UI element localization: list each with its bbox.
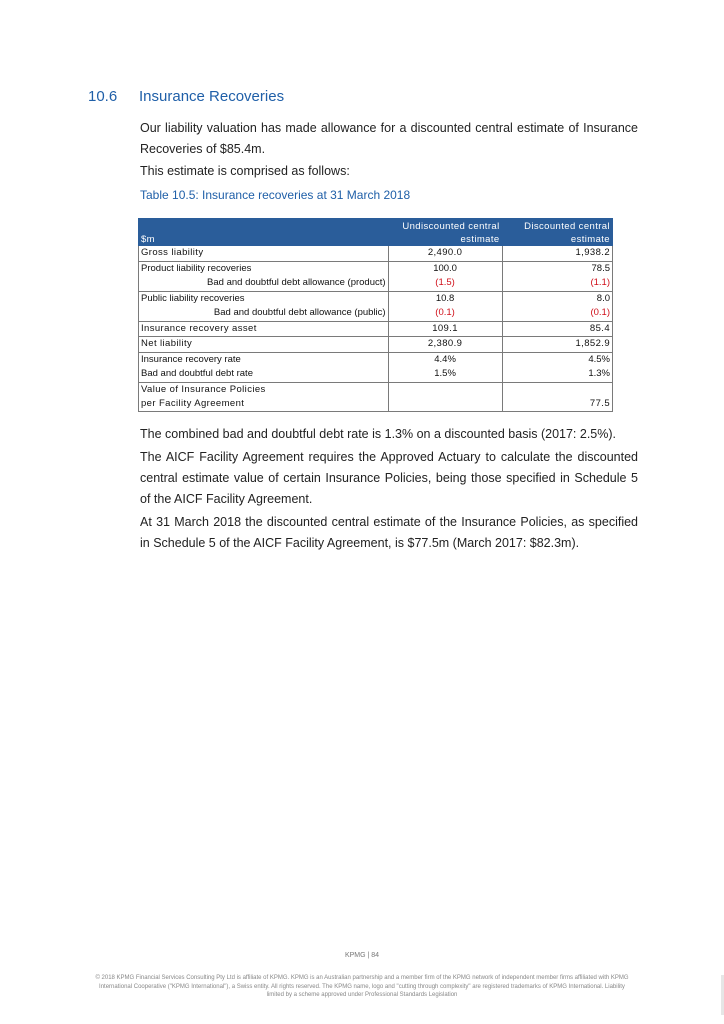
- table-header-row: [139, 218, 613, 246]
- table-row-recovery-asset: [139, 321, 613, 337]
- header-undiscounted: [388, 218, 502, 246]
- header-undiscounted-line2: estimate: [460, 234, 500, 245]
- row-discounted: 78.5: [502, 261, 612, 276]
- table-row-product-recoveries: [139, 261, 613, 276]
- negative-value: (0.1): [435, 307, 455, 319]
- table-row-gross-liability: [139, 246, 613, 261]
- table-row-policy-value: [139, 382, 613, 411]
- row-discounted: [502, 276, 612, 291]
- row-discounted: 1,852.9: [502, 337, 612, 353]
- row-label-line2: per Facility Agreement: [141, 397, 245, 409]
- page-number: KPMG | 84: [344, 952, 380, 959]
- table-row-net-liability: [139, 337, 613, 353]
- table-row-bad-debt-product: [139, 276, 613, 291]
- row-undiscounted: 2,490.0: [388, 246, 502, 261]
- row-undiscounted: [388, 276, 502, 291]
- row-undiscounted: [388, 382, 502, 411]
- row-discounted: 4.5%: [502, 352, 612, 367]
- row-discounted: 1.3%: [502, 367, 612, 382]
- row-label: Bad and doubtful debt rate: [139, 367, 389, 382]
- row-undiscounted: 1.5%: [388, 367, 502, 382]
- row-label: Insurance recovery asset: [139, 321, 389, 337]
- row-discounted: 77.5: [502, 382, 612, 411]
- row-label: Bad and doubtful debt allowance (public): [139, 306, 389, 321]
- row-undiscounted: 2,380.9: [388, 337, 502, 353]
- section-title: Insurance Recoveries: [139, 88, 285, 105]
- table-row-recovery-rate: [139, 352, 613, 367]
- table-row-bad-debt-public: [139, 306, 613, 321]
- table-row-bad-debt-rate: [139, 367, 613, 382]
- table-caption: Table 10.5: Insurance recoveries at 31 March 2018: [140, 188, 411, 202]
- row-discounted: 85.4: [502, 321, 612, 337]
- march-estimate-paragraph: At 31 March 2018 the discounted central estimate of the Insurance Policies, as specified in Schedule 5 of the AICF Facility Agreement, is $77.5m (March 2017: $82.3m).: [140, 515, 638, 550]
- negative-value: (1.5): [435, 277, 455, 289]
- insurance-recoveries-table: [138, 218, 613, 412]
- table-row-public-recoveries: [139, 291, 613, 306]
- row-label: [139, 382, 389, 411]
- row-label: Public liability recoveries: [139, 291, 389, 306]
- aicf-requirement-paragraph: The AICF Facility Agreement requires the Approved Actuary to calculate the discounted central estimate value of certain Insurance Policies, being those specified in Schedule 5 of the AICF Facility Agreement.: [140, 450, 638, 506]
- row-label: Bad and doubtful debt allowance (product): [139, 276, 389, 291]
- row-undiscounted: [388, 306, 502, 321]
- negative-value: (1.1): [590, 277, 610, 289]
- row-undiscounted: 4.4%: [388, 352, 502, 367]
- legal-notice: © 2018 KPMG Financial Services Consulting Pty Ltd is affiliate of KPMG. KPMG is an Australian partnership and a member firm of the KPMG network of independent member firms affiliated with KPMG International Cooperative ("KPMG International"), a Swiss entity. All rights reserved. The KPMG name, logo and "cutting through complexity" are registered trademarks of KPMG International. Liability limited by a scheme approved under Professional Standards Legislation: [95, 975, 629, 998]
- row-label-line1: Value of Insurance Policies: [141, 383, 266, 395]
- header-discounted: [502, 218, 612, 246]
- row-undiscounted: 109.1: [388, 321, 502, 337]
- header-discounted-line2: estimate: [570, 234, 610, 245]
- row-discounted: 8.0: [502, 291, 612, 306]
- row-label: Insurance recovery rate: [139, 352, 389, 367]
- section-number: 10.6: [88, 88, 118, 105]
- header-undiscounted-line1: Undiscounted central: [402, 221, 500, 232]
- row-undiscounted: 100.0: [388, 261, 502, 276]
- row-discounted: [502, 306, 612, 321]
- combined-rate-paragraph: The combined bad and doubtful debt rate is 1.3% on a discounted basis (2017: 2.5%).: [140, 427, 617, 441]
- comprised-paragraph: This estimate is comprised as follows:: [140, 164, 350, 178]
- row-undiscounted: 10.8: [388, 291, 502, 306]
- row-label: Net liability: [139, 337, 389, 353]
- row-discounted: 1,938.2: [502, 246, 612, 261]
- row-label: Gross liability: [139, 246, 389, 261]
- row-label: Product liability recoveries: [139, 261, 389, 276]
- header-discounted-line1: Discounted central: [524, 221, 610, 232]
- header-units: $m: [139, 218, 389, 246]
- section-heading: [88, 88, 284, 105]
- intro-paragraph: Our liability valuation has made allowance for a discounted central estimate of Insurance Recoveries of $85.4m.: [140, 121, 638, 156]
- negative-value: (0.1): [590, 307, 610, 319]
